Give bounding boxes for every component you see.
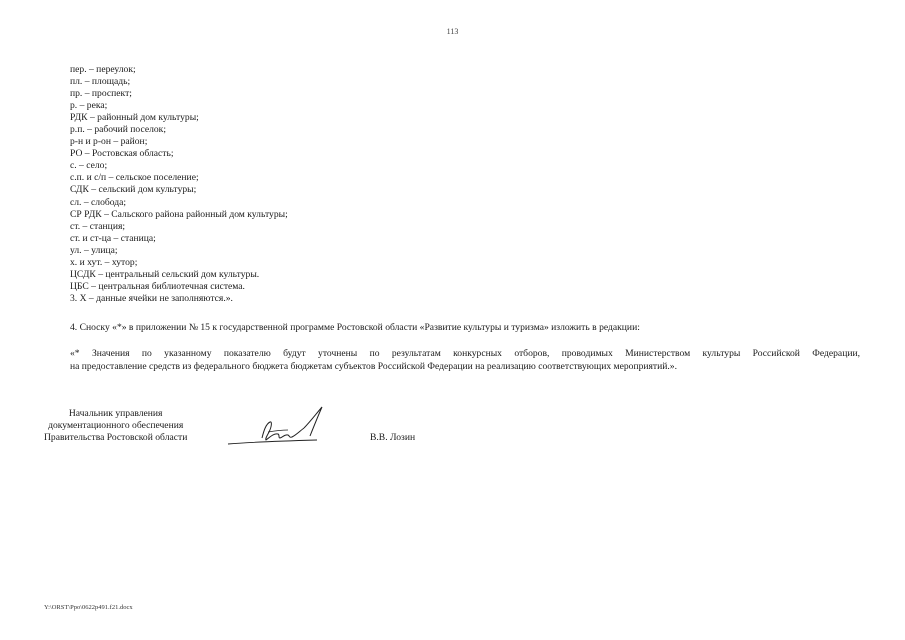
list-item: х. и хут. – хутор; [70,256,138,268]
list-item: ул. – улица; [70,244,118,256]
footer-file-path: Y:\ORST\Ppo\0622p491.f21.docx [44,604,133,611]
signatory-name: В.В. Лозин [370,432,416,443]
list-item: ЦБС – центральная библиотечная система. [70,280,245,292]
footnote-quote-line-2: на предоставление средств из федерального бюджета бюджетам субъектов Российской Федерации на реализацию соответствующих мероприятий.». [70,361,677,372]
list-item: ст. – станция; [70,220,126,232]
list-item: РДК – районный дом культуры; [70,112,199,124]
signatory-title-line-2: документационного обеспечения [48,420,184,432]
list-item: пр. – проспект; [70,88,132,100]
list-item: РО – Ростовская область; [70,148,174,160]
signatory-block [44,408,187,445]
list-item: СР РДК – Сальского района районный дом культуры; [70,208,288,220]
list-item: сл. – слобода; [70,196,127,208]
page-number: 113 [446,27,459,36]
handwritten-signature [222,404,332,450]
list-item: СДК – сельский дом культуры; [70,184,197,196]
signatory-title-line-1: Начальник управления [68,408,163,419]
list-item: ЦСДК – центральный сельский дом культуры. [70,268,260,280]
list-item: пл. – площадь; [70,76,131,88]
paragraph-4: 4. Сноску «*» в приложении № 15 к государственной программе Ростовской области «Развитие культуры и туризма» изложить в редакции: [70,322,640,333]
list-item: ст. и ст-ца – станица; [70,232,156,244]
list-item: с. – село; [70,160,108,172]
list-item: 3. Х – данные ячейки не заполняются.». [70,292,233,304]
list-item: пер. – переулок; [70,64,136,75]
list-item: р. – река; [70,100,108,112]
list-item: р-н и р-он – район; [70,136,148,148]
signatory-title-line-3: Правительства Ростовской области [44,432,188,444]
list-item: р.п. – рабочий поселок; [70,124,167,136]
list-item: с.п. и с/п – сельское поселение; [70,172,199,184]
abbreviation-list [70,64,288,305]
footnote-quote-line-1: «* Значения по указанному показателю будут уточнены по результатам конкурсных отборов, проводимых Министерством культуры Российской Федерации, [70,348,860,359]
